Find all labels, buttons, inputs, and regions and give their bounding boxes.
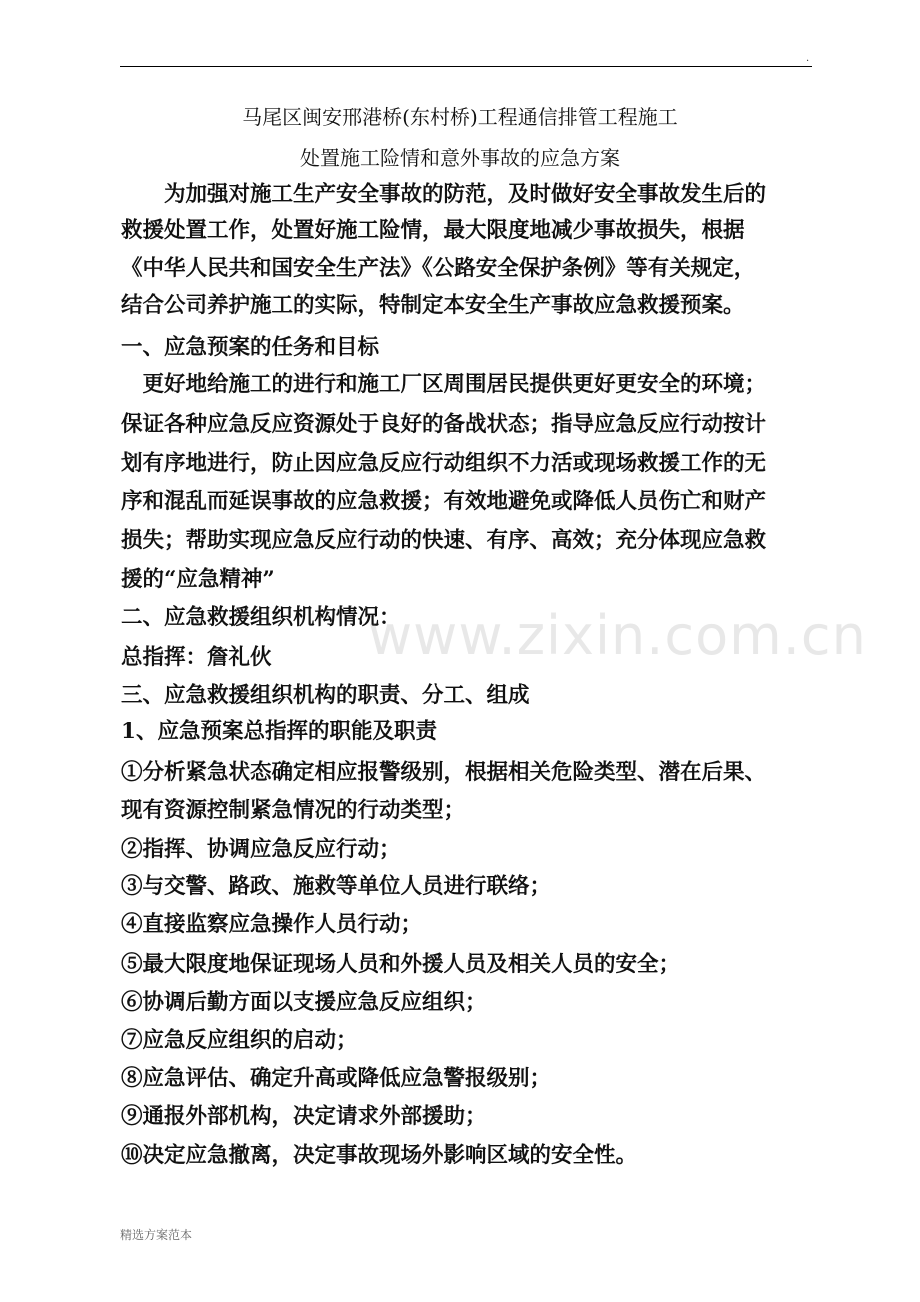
body-line: ⑥协调后勤方面以支援应急反应组织； bbox=[121, 990, 487, 1015]
body-line: 损失；帮助实现应急反应行动的快速、有序、高效；充分体现应急救 bbox=[121, 528, 767, 553]
body-line: 救援处置工作，处置好施工险情，最大限度地减少事故损失，根据 bbox=[121, 218, 745, 243]
body-line: 1、应急预案总指挥的职能及职责 bbox=[121, 719, 437, 744]
document-title-line-2: 处置施工险情和意外事故的应急方案 bbox=[300, 146, 620, 170]
body-line: ⑦应急反应组织的启动； bbox=[121, 1028, 358, 1053]
body-line: 更好地给施工的进行和施工厂区周围居民提供更好更安全的环境； bbox=[121, 372, 767, 397]
body-line: 援的“应急精神” bbox=[121, 567, 275, 592]
body-line: 划有序地进行，防止因应急反应行动组织不力活或现场救援工作的无 bbox=[121, 451, 767, 476]
body-line: 现有资源控制紧急情况的行动类型； bbox=[121, 798, 466, 823]
body-line: ⑤最大限度地保证现场人员和外援人员及相关人员的安全； bbox=[121, 952, 681, 977]
body-line: 保证各种应急反应资源处于良好的备战状态；指导应急反应行动按计 bbox=[121, 412, 767, 437]
body-line: 为加强对施工生产安全事故的防范，及时做好安全事故发生后的 bbox=[121, 182, 767, 207]
body-line: 一、应急预案的任务和目标 bbox=[121, 335, 380, 360]
body-line: 《中华人民共和国安全生产法》《公路安全保护条例》等有关规定， bbox=[121, 256, 756, 281]
header-mark: . bbox=[806, 53, 810, 64]
body-line: 三、应急救援组织机构的职责、分工、组成 bbox=[121, 683, 530, 708]
body-line: ②指挥、协调应急反应行动； bbox=[121, 837, 401, 862]
body-line: 二、应急救援组织机构情况： bbox=[121, 605, 401, 630]
body-line: ⑨通报外部机构，决定请求外部援助； bbox=[121, 1104, 487, 1129]
body-line: ①分析紧急状态确定相应报警级别，根据相关危险类型、潜在后果、 bbox=[121, 760, 767, 785]
watermark: www.zixin.com.cn bbox=[368, 604, 867, 667]
body-line: ④直接监察应急操作人员行动； bbox=[121, 912, 423, 937]
header-rule bbox=[120, 66, 812, 67]
body-line: 序和混乱而延误事故的应急救援；有效地避免或降低人员伤亡和财产 bbox=[121, 489, 767, 514]
body-line: 总指挥：詹礼伙 bbox=[121, 645, 272, 670]
body-line: 结合公司养护施工的实际，特制定本安全生产事故应急救援预案。 bbox=[121, 293, 745, 318]
body-line: ③与交警、路政、施救等单位人员进行联络； bbox=[121, 874, 552, 899]
body-line: ⑧应急评估、确定升高或降低应急警报级别； bbox=[121, 1066, 552, 1091]
document-title-line-1: 马尾区闽安邢港桥(东村桥)工程通信排管工程施工 bbox=[242, 105, 678, 129]
body-line: ⑩决定应急撤离，决定事故现场外影响区域的安全性。 bbox=[121, 1143, 638, 1168]
page-footer: 精选方案范本 bbox=[120, 1228, 193, 1242]
